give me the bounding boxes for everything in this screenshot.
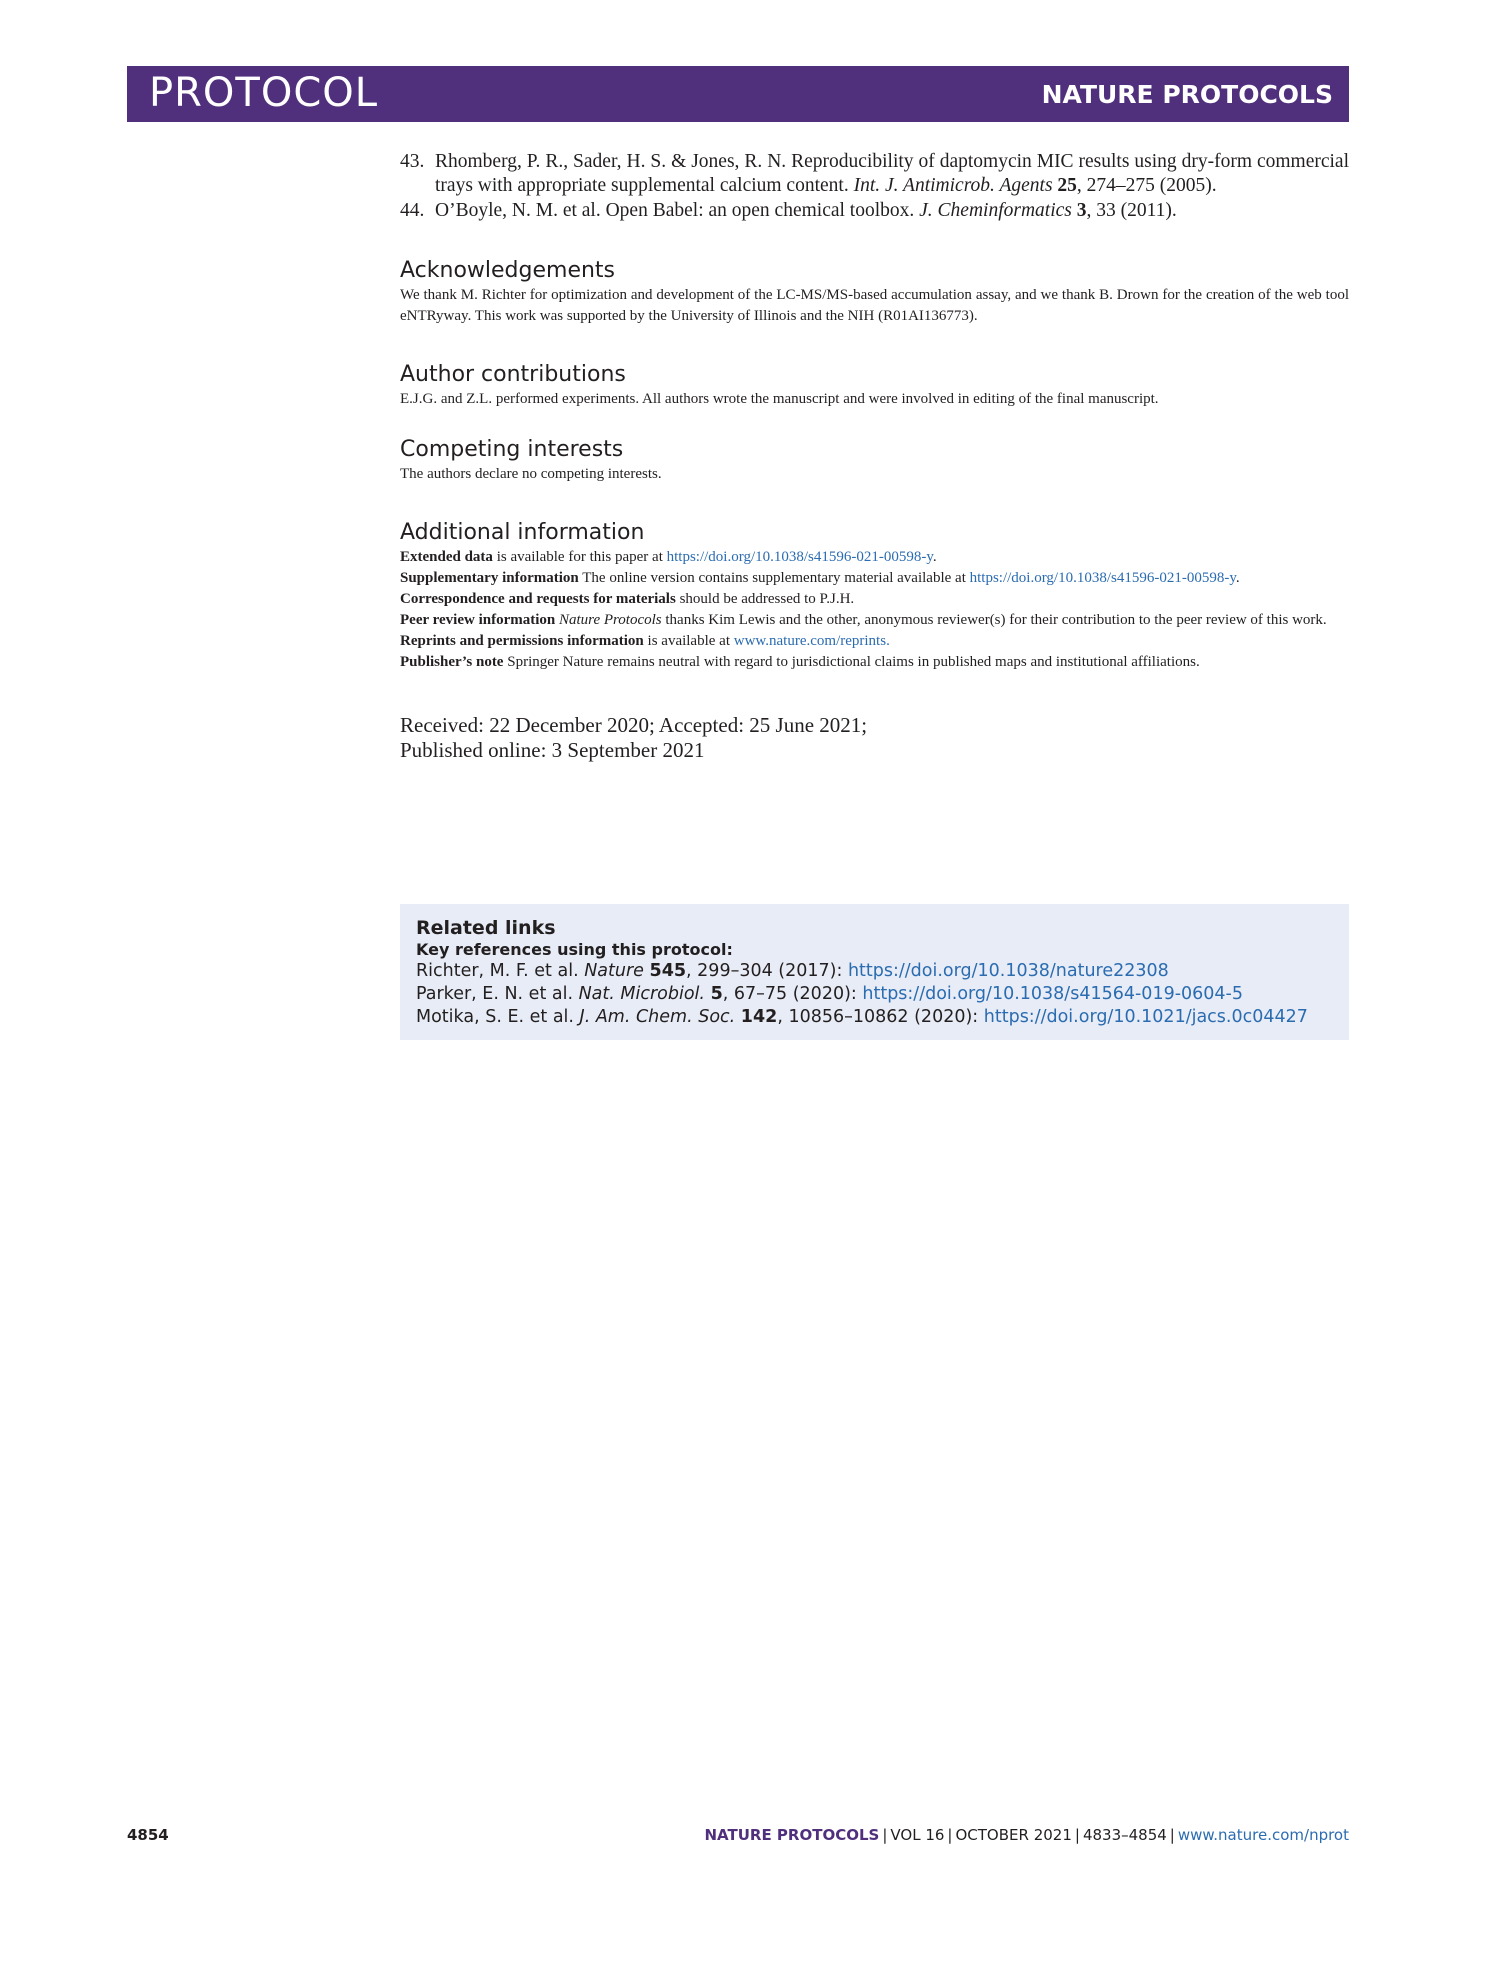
reference-volume: 25: [1057, 175, 1077, 196]
additional-information-heading: Additional information: [400, 520, 645, 545]
peer-review-text: thanks Kim Lewis and the other, anonymous reviewer(s) for their contribution to the peer review of this work.: [661, 612, 1327, 628]
extended-data-text: is available for this paper at: [492, 549, 667, 565]
footer-separator: |: [947, 1826, 953, 1844]
related-link-journal: Nature: [584, 961, 644, 981]
peer-review-item: [400, 610, 1349, 631]
extended-data-label: Extended data: [400, 549, 493, 565]
reference-number: 44.: [400, 200, 425, 221]
reprints-label: Reprints and permissions information: [400, 633, 644, 649]
related-link-url[interactable]: https://doi.org/10.1038/nature22308: [847, 961, 1169, 981]
footer-separator: |: [1074, 1826, 1080, 1844]
related-link-authors: Parker, E. N. et al.: [416, 984, 579, 1004]
related-link-volume: 142: [740, 1007, 778, 1027]
related-link-authors: Richter, M. F. et al.: [416, 961, 585, 981]
supplementary-info-item: [400, 568, 1349, 589]
acknowledgements-section: [400, 257, 1349, 327]
page-header-banner: [127, 66, 1349, 122]
footer-journal-url[interactable]: www.nature.com/nprot: [1177, 1826, 1349, 1844]
author-contributions-heading: Author contributions: [400, 362, 626, 387]
footer-volume: VOL 16: [890, 1826, 945, 1844]
page-number: 4854: [127, 1826, 169, 1844]
published-online-date: Published online: 3 September 2021: [400, 738, 705, 762]
reference-journal: Int. J. Antimicrob. Agents: [853, 175, 1053, 196]
related-link-volume: 545: [649, 961, 687, 981]
related-link-volume: 5: [710, 984, 723, 1004]
footer-journal-name: NATURE PROTOCOLS: [704, 1826, 880, 1844]
related-link-item: [416, 960, 1333, 983]
acknowledgements-heading: Acknowledgements: [400, 258, 616, 283]
related-link-url[interactable]: https://doi.org/10.1021/jacs.0c04427: [983, 1007, 1308, 1027]
related-link-pages: , 10856–10862 (2020):: [777, 1007, 984, 1027]
correspondence-label: Correspondence and requests for materials: [400, 591, 676, 607]
related-link-item: [416, 983, 1333, 1006]
supplementary-info-text: The online version contains supplementary material available at: [578, 570, 970, 586]
reference-text: Rhomberg, P. R., Sader, H. S. & Jones, R. N. Reproducibility of daptomycin MIC results using dry-form commercial trays with appropriate supplemental calcium content.: [435, 151, 1349, 196]
footer-issue: OCTOBER 2021: [955, 1826, 1072, 1844]
publication-dates: [400, 713, 1349, 763]
competing-interests-text: The authors declare no competing interests.: [400, 466, 662, 482]
reference-text: O’Boyle, N. M. et al. Open Babel: an open chemical toolbox.: [435, 200, 920, 221]
peer-review-journal: Nature Protocols: [558, 612, 662, 628]
supplementary-info-link[interactable]: https://doi.org/10.1038/s41596-021-00598-y: [969, 570, 1236, 586]
author-contributions-section: [400, 361, 1349, 410]
reprints-item: [400, 631, 1349, 652]
related-link-pages: , 67–75 (2020):: [722, 984, 863, 1004]
publisher-note-label: Publisher’s note: [400, 654, 504, 670]
related-link-authors: Motika, S. E. et al.: [416, 1007, 580, 1027]
reference-43: [400, 150, 1349, 198]
peer-review-label: Peer review information: [400, 612, 556, 628]
competing-interests-heading: Competing interests: [400, 437, 624, 462]
related-links-title: Related links: [416, 917, 556, 939]
extended-data-item: [400, 547, 1349, 568]
related-links-subtitle: Key references using this protocol:: [416, 940, 733, 959]
section-type-label: PROTOCOL: [149, 70, 379, 116]
author-contributions-text: E.J.G. and Z.L. performed experiments. All authors wrote the manuscript and were involved in editing of the final manuscript.: [400, 391, 1159, 407]
reference-volume: 3: [1076, 200, 1087, 221]
acknowledgements-text: We thank M. Richter for optimization and development of the LC-MS/MS-based accumulation assay, and we thank B. Drown for the creation of the web tool eNTRyway. This work was supported by the University of Illinois and the NIH (R01AI136773).: [400, 287, 1349, 324]
related-link-journal: J. Am. Chem. Soc.: [579, 1007, 736, 1027]
page-footer: [704, 1826, 1349, 1844]
supplementary-info-end: .: [1235, 570, 1240, 586]
related-link-pages: , 299–304 (2017):: [686, 961, 848, 981]
extended-data-link[interactable]: https://doi.org/10.1038/s41596-021-00598-y: [666, 549, 933, 565]
extended-data-end: .: [932, 549, 937, 565]
additional-information-section: [400, 519, 1349, 673]
correspondence-item: [400, 589, 1349, 610]
supplementary-info-label: Supplementary information: [400, 570, 579, 586]
competing-interests-section: [400, 436, 1349, 485]
reference-number: 43.: [400, 151, 425, 172]
related-link-item: [416, 1006, 1333, 1029]
reference-44: [400, 199, 1349, 223]
publisher-note-item: [400, 652, 1349, 673]
reference-pages: , 33 (2011).: [1086, 200, 1177, 221]
reference-journal: J. Cheminformatics: [919, 200, 1072, 221]
footer-separator: |: [1169, 1826, 1175, 1844]
publisher-note-text: Springer Nature remains neutral with regard to jurisdictional claims in published maps and institutional affiliations.: [503, 654, 1200, 670]
reprints-text: is available at: [643, 633, 734, 649]
reference-pages: , 274–275 (2005).: [1076, 175, 1217, 196]
related-link-url[interactable]: https://doi.org/10.1038/s41564-019-0604-5: [862, 984, 1244, 1004]
journal-name-header: NATURE PROTOCOLS: [1041, 80, 1333, 109]
footer-separator: |: [882, 1826, 888, 1844]
footer-pages: 4833–4854: [1082, 1826, 1167, 1844]
related-links-box: [400, 904, 1349, 1040]
received-accepted-dates: Received: 22 December 2020; Accepted: 25 June 2021;: [400, 713, 868, 737]
reprints-link[interactable]: www.nature.com/reprints.: [733, 633, 890, 649]
main-content: [400, 150, 1349, 763]
correspondence-text: should be addressed to P.J.H.: [675, 591, 855, 607]
related-link-journal: Nat. Microbiol.: [578, 984, 705, 1004]
